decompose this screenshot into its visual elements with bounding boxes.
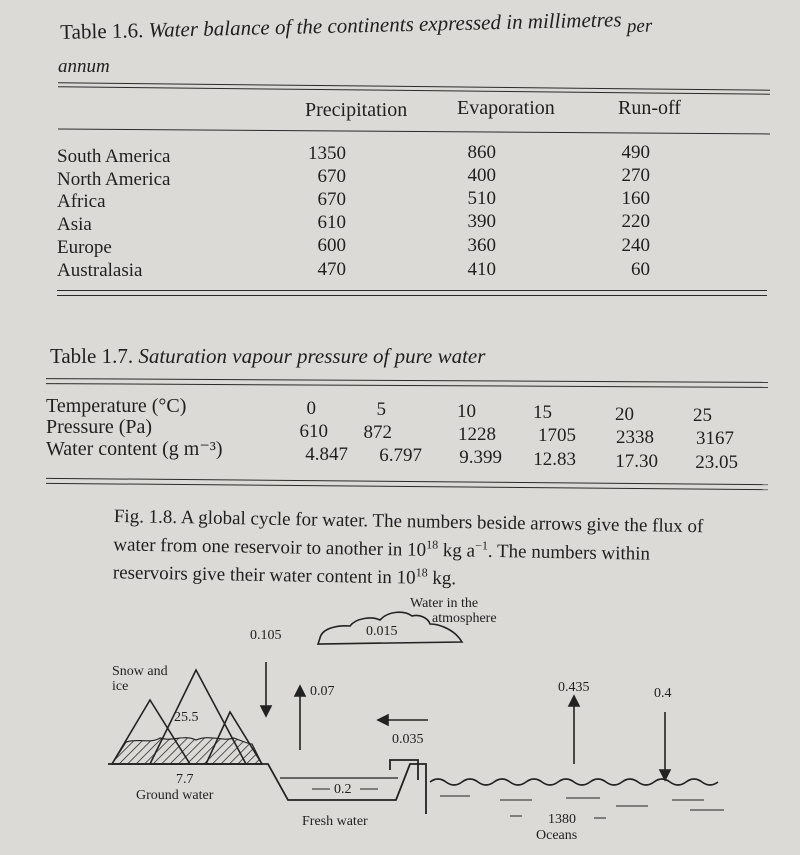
col-header-evaporation: Evaporation: [457, 97, 555, 119]
table-row-label: Africa: [57, 191, 106, 212]
table-cell: 1705: [538, 425, 576, 446]
arrow-evap-ocean: [569, 696, 579, 764]
table-row-label: Asia: [57, 214, 92, 235]
table-cell: 610: [299, 421, 328, 442]
table-cell: 610: [317, 212, 346, 233]
arrow-precip-land: [261, 662, 271, 716]
table-cell: 240: [621, 235, 650, 256]
arrow-runoff: [378, 715, 428, 725]
table-1-6-title: Water balance of the continents expressed in millimetres: [148, 7, 622, 42]
table-cell: 490: [621, 142, 650, 163]
figure-caption-line-1: Fig. 1.8. A global cycle for water. The numbers beside arrows give the flux of: [113, 506, 704, 538]
col-header-runoff: Run-off: [618, 97, 681, 119]
table-cell: 12.83: [533, 449, 576, 470]
table-cell: 872: [363, 422, 392, 443]
table-cell: 9.399: [459, 447, 502, 468]
table-cell: 3167: [696, 428, 734, 449]
table-cell: 600: [317, 235, 346, 256]
table-cell: 510: [467, 188, 496, 209]
arrow-precip-ocean: [660, 712, 670, 780]
table-1-6-title-per: per: [626, 15, 653, 38]
flux-precip-ocean-label: 0.4: [654, 686, 672, 701]
table-cell: 15: [533, 402, 552, 423]
table-cell: 270: [621, 165, 650, 186]
atmosphere-label: Water in the atmosphere: [410, 596, 497, 626]
table-cell: 6.797: [379, 445, 422, 466]
table-cell: 20: [615, 404, 634, 425]
table-1-7-label: Table 1.7.: [50, 344, 134, 368]
table-cell: 470: [317, 259, 346, 280]
table-cell: 0: [306, 398, 316, 419]
ground-water-value: 7.7: [176, 772, 194, 787]
table-cell: 670: [317, 166, 346, 187]
figure-caption-line-3: reservoirs give their water content in $10^{18}$ kg.: [112, 562, 457, 590]
fresh-water-value: 0.2: [334, 782, 352, 797]
table-1-6-title-line2: annum: [58, 56, 110, 77]
table-cell: 10: [457, 401, 476, 422]
table-cell: 670: [317, 189, 346, 210]
ocean-value: 1380: [548, 812, 576, 827]
table-cell: 17.30: [615, 451, 658, 472]
table-cell: 360: [467, 235, 496, 256]
figure-caption-line-2: water from one reservoir to another in $10^{18}$ kg $a^{-1}$. The numbers within: [113, 534, 651, 565]
ocean-surface: [430, 779, 718, 785]
table-cell: 4.847: [305, 444, 348, 465]
table-cell: 220: [621, 211, 650, 232]
table-cell: 160: [621, 188, 650, 209]
table-1-6-label: Table 1.6.: [60, 18, 144, 44]
table-cell: 2338: [616, 427, 654, 448]
table-cell: 400: [467, 165, 496, 186]
ground-water-label: Ground water: [136, 788, 214, 803]
ground-water-hatch: [112, 738, 262, 764]
snow-ice-label: Snow and ice: [112, 664, 168, 694]
table-cell: 60: [631, 259, 650, 280]
flux-evap-land-label: 0.07: [310, 684, 335, 699]
table-row-label: South America: [57, 146, 171, 167]
table-cell: 25: [693, 405, 712, 426]
table-row-label: Temperature (°C): [46, 395, 187, 417]
flux-precip-land-label: 0.105: [250, 628, 282, 643]
flux-runoff-label: 0.035: [392, 732, 424, 747]
table-cell: 5: [376, 399, 386, 420]
table-cell: 860: [467, 142, 496, 163]
table-1-7-title: Saturation vapour pressure of pure water: [138, 344, 486, 368]
arrow-evap-land: [295, 686, 305, 750]
atmosphere-value: 0.015: [366, 624, 398, 639]
table-cell: 410: [467, 259, 496, 280]
table-cell: 23.05: [695, 452, 738, 473]
fresh-water-label: Fresh water: [302, 814, 368, 829]
table-row-label: Water content (g m⁻³): [46, 438, 223, 460]
snow-ice-value: 25.5: [174, 710, 199, 725]
table-row-label: North America: [57, 169, 171, 190]
ocean-label: Oceans: [536, 828, 578, 843]
table-cell: 1228: [458, 424, 496, 445]
table-row-label: Pressure (Pa): [46, 416, 153, 438]
flux-evap-ocean-label: 0.435: [558, 680, 590, 695]
col-header-precipitation: Precipitation: [305, 99, 408, 121]
table-row-label: Australasia: [57, 260, 143, 281]
table-cell: 390: [467, 211, 496, 232]
table-row-label: Europe: [57, 237, 112, 258]
table-cell: 1350: [308, 143, 346, 164]
